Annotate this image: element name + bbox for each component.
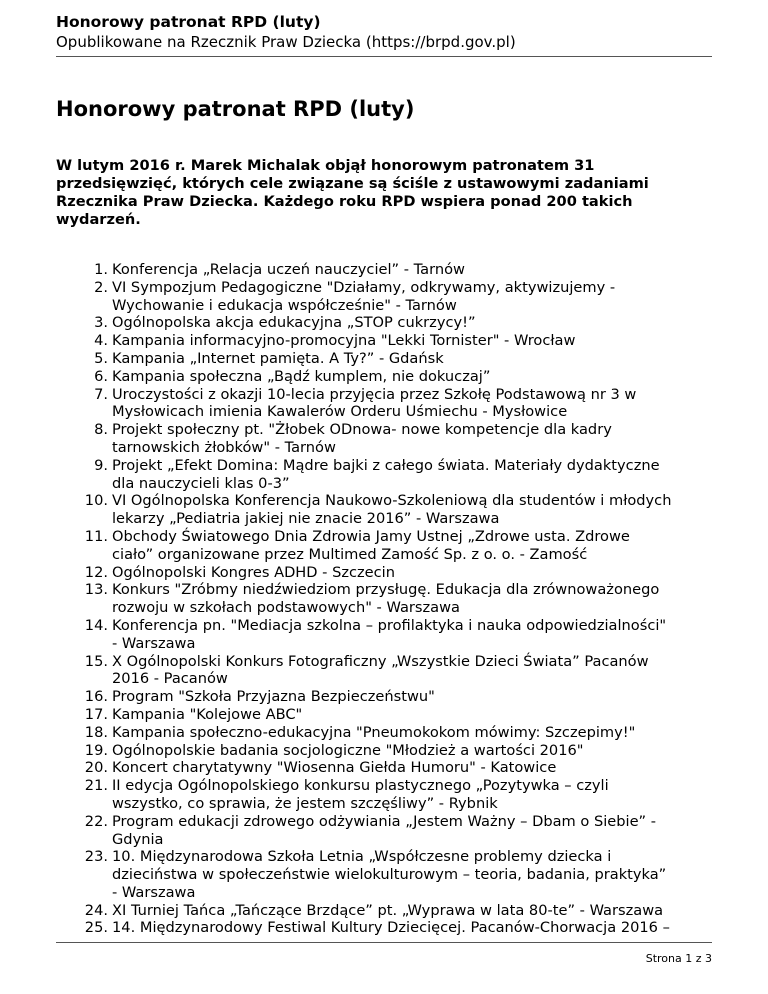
list-item	[56, 528, 716, 564]
list-item-line: lekarzy „Pediatria jakiej nie znacie 2016” - Warszawa	[112, 510, 500, 528]
list-item-text	[112, 919, 716, 937]
list-item-line: 14. Międzynarodowy Festiwal Kultury Dziecięcej. Pacanów-Chorwacja 2016 –	[112, 919, 670, 937]
list-item	[56, 706, 716, 724]
list-item-line: Program "Szkoła Przyjazna Bezpieczeństwu"	[112, 688, 435, 706]
list-item-number: 10.	[84, 492, 108, 510]
list-item-text	[112, 332, 716, 350]
list-item-text	[112, 653, 716, 689]
list-item-line: Koncert charytatywny "Wiosenna Giełda Humoru" - Katowice	[112, 759, 557, 777]
list-item-text	[112, 368, 716, 386]
list-item-text	[112, 261, 716, 279]
list-item	[56, 848, 716, 901]
list-item-number: 14.	[84, 616, 108, 634]
list-item-number: 22.	[84, 812, 108, 830]
list-item-text	[112, 564, 716, 582]
list-item-number: 21.	[84, 777, 108, 795]
list-item-number: 17.	[84, 705, 108, 723]
list-item-line: 10. Międzynarodowa Szkoła Letnia „Współczesne problemy dziecka i	[112, 848, 612, 866]
list-item-number: 8.	[94, 421, 108, 439]
list-item	[56, 279, 716, 315]
list-item	[56, 492, 716, 528]
list-item-number: 3.	[94, 314, 108, 332]
list-item-number: 1.	[94, 261, 108, 278]
list-item-line: Ogólnopolska akcja edukacyjna „STOP cukrzycy!”	[112, 314, 476, 332]
list-item-line: Kampania "Kolejowe ABC"	[112, 705, 303, 723]
list-item-number: 7.	[94, 385, 108, 403]
list-item-line: - Warszawa	[112, 634, 196, 652]
list-item-text	[112, 617, 716, 653]
list-item	[56, 759, 716, 777]
list-item-text	[112, 902, 716, 920]
list-item-number: 13.	[84, 581, 108, 599]
list-item	[56, 332, 716, 350]
list-item	[56, 421, 716, 457]
list-item-number: 15.	[84, 652, 108, 670]
list-item	[56, 314, 716, 332]
footer-divider	[56, 942, 712, 943]
list-item	[56, 350, 716, 368]
list-item-line: - Warszawa	[112, 883, 196, 901]
page-number: Strona 1 z 3	[645, 952, 712, 965]
list-item-line: wszystko, co sprawia, że jestem szczęśliwy” - Rybnik	[112, 794, 498, 812]
list-item-line: dzieciństwa w społeczeństwie wielokulturowym – teoria, badania, praktyka”	[112, 866, 667, 884]
list-item	[56, 724, 716, 742]
list-item-number: 16.	[84, 688, 108, 706]
list-item-text	[112, 724, 716, 742]
list-item-text	[112, 492, 716, 528]
list-item-text	[112, 777, 716, 813]
list-item-line: VI Ogólnopolska Konferencja Naukowo-Szkoleniową dla studentów i młodych	[112, 492, 672, 510]
list-item-line: Projekt społeczny pt. "Żłobek ODnowa- nowe kompetencje dla kadry	[112, 421, 612, 439]
list-item-line: Obchody Światowego Dnia Zdrowia Jamy Ustnej „Zdrowe usta. Zdrowe	[112, 527, 630, 545]
list-item-number: 20.	[84, 759, 108, 777]
list-item-number: 11.	[84, 527, 108, 545]
list-item-text	[112, 688, 716, 706]
list-item	[56, 457, 716, 493]
list-item-line: Uroczystości z okazji 10-lecia przyjęcia przez Szkołę Podstawową nr 3 w	[112, 385, 637, 403]
list-item	[56, 742, 716, 760]
list-item-number: 6.	[94, 367, 108, 385]
list-item-number: 18.	[84, 723, 108, 741]
list-item-line: Konkurs "Zróbmy niedźwiedziom przysługę. Edukacja dla zrównoważonego	[112, 581, 660, 599]
list-item-text	[112, 386, 716, 422]
list-item-text	[112, 279, 716, 315]
list-item-text	[112, 813, 716, 849]
list-item-line: XI Turniej Tańca „Tańczące Brzdące” pt. „Wyprawa w lata 80-te” - Warszawa	[112, 901, 664, 919]
list-item	[56, 564, 716, 582]
events-list	[56, 261, 716, 937]
list-item	[56, 688, 716, 706]
list-item-number: 23.	[84, 848, 108, 866]
intro-paragraph: W lutym 2016 r. Marek Michalak objął honorowym patronatem 31 przedsięwzięć, których cele związane są ściśle z ustawowymi zadaniami Rzecznika Praw Dziecka. Każdego roku RPD wspiera ponad 200 takich wydarzeń.	[56, 157, 649, 228]
list-item	[56, 261, 716, 279]
list-item	[56, 919, 716, 937]
list-item-line: Projekt „Efekt Domina: Mądre bajki z całego świata. Materiały dydaktyczne	[112, 456, 660, 474]
list-item-line: Wychowanie i edukacja współcześnie" - Tarnów	[112, 296, 457, 314]
list-item	[56, 386, 716, 422]
list-item-number: 25.	[84, 919, 108, 937]
list-item-line: Kampania społeczna „Bądź kumplem, nie dokuczaj”	[112, 367, 491, 385]
list-item	[56, 813, 716, 849]
list-item-number: 4.	[94, 332, 108, 350]
list-item-line: rozwoju w szkołach podstawowych" - Warszawa	[112, 599, 460, 617]
list-item	[56, 902, 716, 920]
list-item-line: ciało” organizowane przez Multimed Zamość Sp. z o. o. - Zamość	[112, 545, 588, 563]
list-item-line: Gdynia	[112, 830, 164, 848]
list-item	[56, 653, 716, 689]
page-title: Honorowy patronat RPD (luty)	[56, 97, 415, 121]
list-item-line: Konferencja pn. "Mediacja szkolna – profilaktyka i nauka odpowiedzialności"	[112, 616, 667, 634]
list-item-line: Program edukacji zdrowego odżywiania „Jestem Ważny – Dbam o Siebie” -	[112, 812, 657, 830]
list-item	[56, 617, 716, 653]
header-divider	[56, 56, 712, 57]
list-item-line: tarnowskich żłobków" - Tarnów	[112, 438, 336, 456]
list-item-text	[112, 421, 716, 457]
list-item-line: dla nauczycieli klas 0-3”	[112, 474, 290, 492]
list-item-line: 2016 - Pacanów	[112, 670, 228, 688]
list-item-line: Kampania informacyjno-promocyjna "Lekki Tornister" - Wrocław	[112, 332, 576, 350]
list-item-line: Kampania „Internet pamięta. A Ty?” - Gdańsk	[112, 349, 444, 367]
header-title: Honorowy patronat RPD (luty)	[56, 13, 321, 31]
list-item-text	[112, 706, 716, 724]
list-item	[56, 368, 716, 386]
list-item-number: 5.	[94, 349, 108, 367]
list-item-number: 12.	[84, 563, 108, 581]
list-item-text	[112, 581, 716, 617]
header-source: Opublikowane na Rzecznik Praw Dziecka (https://brpd.gov.pl)	[56, 33, 516, 51]
list-item-text	[112, 759, 716, 777]
list-item-line: VI Sympozjum Pedagogiczne "Działamy, odkrywamy, aktywizujemy -	[112, 278, 616, 296]
list-item-line: II edycja Ogólnopolskiego konkursu plastycznego „Pozytywka – czyli	[112, 777, 609, 795]
list-item-text	[112, 350, 716, 368]
list-item-line: Mysłowicach imienia Kawalerów Orderu Uśmiechu - Mysłowice	[112, 403, 568, 421]
list-item-line: Ogólnopolskie badania socjologiczne "Młodzież a wartości 2016"	[112, 741, 584, 759]
list-item-number: 19.	[84, 741, 108, 759]
list-item-number: 2.	[94, 278, 108, 296]
list-item	[56, 777, 716, 813]
list-item-line: X Ogólnopolski Konkurs Fotograficzny „Wszystkie Dzieci Świata” Pacanów	[112, 652, 649, 670]
list-item-line: Kampania społeczno-edukacyjna "Pneumokokom mówimy: Szczepimy!"	[112, 723, 636, 741]
list-item-text	[112, 528, 716, 564]
list-item-number: 9.	[94, 456, 108, 474]
list-item-text	[112, 457, 716, 493]
list-item	[56, 581, 716, 617]
list-item-text	[112, 742, 716, 760]
list-item-text	[112, 848, 716, 901]
list-item-line: Konferencja „Relacja uczeń nauczyciel” - Tarnów	[112, 261, 465, 278]
list-item-line: Ogólnopolski Kongres ADHD - Szczecin	[112, 563, 395, 581]
document-header	[56, 12, 712, 52]
list-item-text	[112, 314, 716, 332]
list-item-number: 24.	[84, 901, 108, 919]
